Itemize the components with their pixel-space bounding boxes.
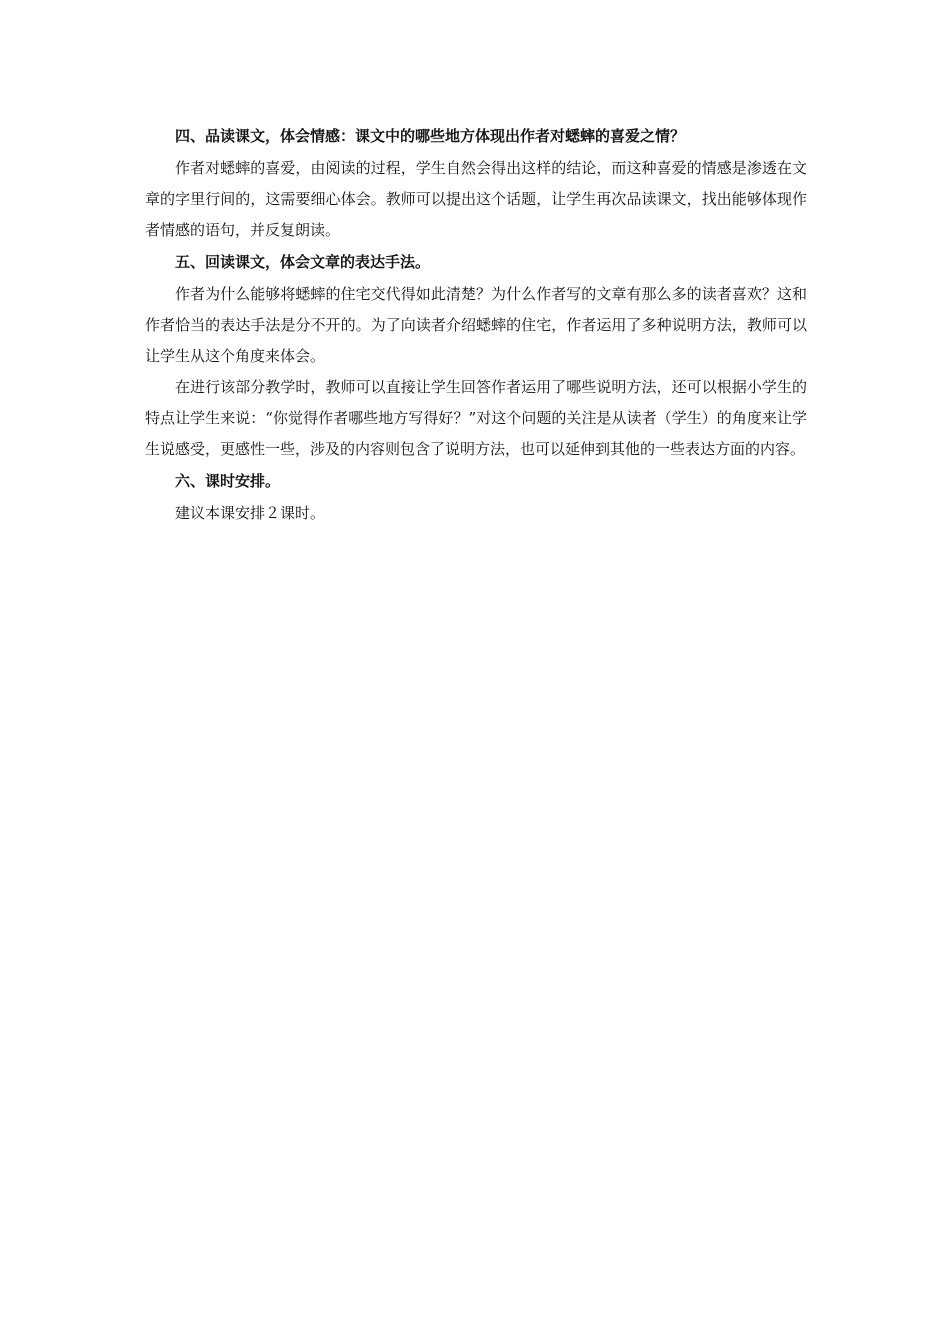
section-heading-5: 五、回读课文，体会文章的表达手法。 xyxy=(175,253,431,271)
paragraph: 在进行该部分教学时，教师可以直接让学生回答作者运用了哪些说明方法，还可以根据小学生的特点让学生来说：“你觉得作者哪些地方写得好？”对这个问题的关注是从读者（学生）的角度来让学生说感受，更感性一些，涉及的内容则包含了说明方法，也可以延伸到其他的一些表达方面的内容。 xyxy=(145,378,807,458)
paragraph: 作者对蟋蟀的喜爱，由阅读的过程，学生自然会得出这样的结论，而这种喜爱的情感是渗透在文章的字里行间的，这需要细心体会。教师可以提出这个话题，让学生再次品读课文，找出能够体现作者情感的语句，并反复朗读。 xyxy=(145,159,807,239)
section-heading-4: 四、品读课文，体会情感：课文中的哪些地方体现出作者对蟋蟀的喜爱之情？ xyxy=(175,127,686,145)
paragraph: 作者为什么能够将蟋蟀的住宅交代得如此清楚？为什么作者写的文章有那么多的读者喜欢？这和作者恰当的表达手法是分不开的。为了向读者介绍蟋蟀的住宅，作者运用了多种说明方法，教师可以让学生从这个角度来体会。 xyxy=(145,285,807,365)
document-page xyxy=(145,120,807,529)
paragraph: 建议本课安排２课时。 xyxy=(175,504,326,522)
section-heading-6: 六、课时安排。 xyxy=(175,472,281,490)
